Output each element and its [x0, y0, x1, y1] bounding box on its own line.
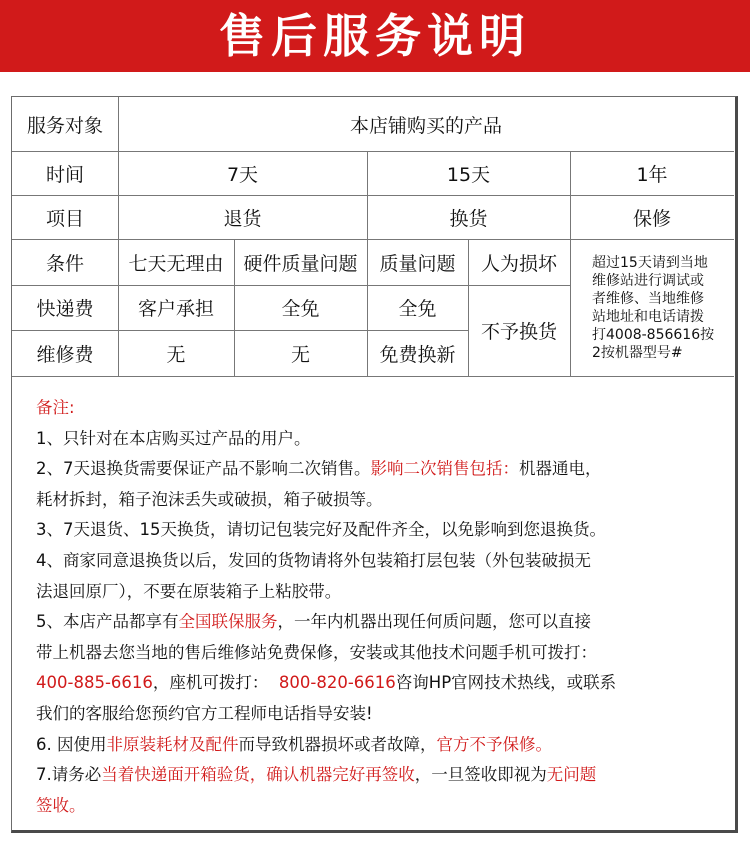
- note-2-text: 2、7天退换货需要保证产品不影响二次销售。: [36, 459, 371, 479]
- note-7-highlight-end: 无问题: [546, 765, 597, 785]
- note-4: 4、商家同意退换货以后，发回的货物请将外包装箱打层包装（外包装破损无: [36, 550, 591, 570]
- shipping-free-hardware: 全免: [281, 298, 320, 320]
- condition-no-reason: 七天无理由: [128, 252, 224, 275]
- notes-section: [36, 393, 726, 821]
- no-exchange: 不予换货: [480, 321, 557, 343]
- label-item: 项目: [45, 207, 84, 230]
- note-5-cont: 带上机器去您当地的售后维修站免费保修，安装或其他技术问题手机可拨打：: [36, 642, 597, 662]
- note-6-text: 6. 因使用: [36, 734, 107, 754]
- label-service-target: 服务对象: [26, 114, 103, 137]
- note-2-text-end: 机器通电，: [519, 459, 602, 479]
- label-time: 时间: [45, 163, 84, 186]
- label-condition: 条件: [45, 252, 84, 275]
- note-5-highlight: 全国联保服务: [178, 612, 278, 632]
- shipping-customer: 客户承担: [137, 298, 214, 320]
- note-7-highlight: 当着快递面开箱验货，确认机器完好再签收: [101, 765, 415, 785]
- note-2: [36, 454, 726, 485]
- repair-none-1: 无: [166, 343, 186, 366]
- note-5-hotline-text: 咨询HP官网技术热线，或联系: [395, 673, 617, 693]
- note-7-text-mid: ，一旦签收即视为: [414, 765, 547, 785]
- warranty-note-line: 2按机器型号#: [592, 344, 683, 361]
- note-3: 3、7天退货、15天换货，请切记包装完好及配件齐全，以免影响到您退换货。: [36, 520, 606, 540]
- note-6-highlight-end: 官方不予保修。: [436, 734, 552, 754]
- label-shipping-fee: 快递费: [36, 298, 94, 320]
- note-5-text-end: ，一年内机器出现任何质问题，您可以直接: [277, 612, 591, 632]
- item-exchange: 换货: [449, 207, 488, 230]
- repair-free-replace: 免费换新: [379, 343, 456, 366]
- table-rule: [12, 376, 734, 377]
- page-title: 售后服务说明: [219, 9, 531, 63]
- note-5-text: 5、本店产品都享有: [36, 612, 179, 632]
- repair-none-2: 无: [290, 343, 310, 366]
- warranty-note-line: 站地址和电话请拨: [592, 308, 704, 325]
- value-service-target: 本店铺购买的产品: [349, 114, 502, 137]
- note-7-cont: 签收。: [36, 795, 86, 815]
- time-warranty: 1年: [636, 163, 668, 186]
- warranty-note-line: 者维修、当地维修: [592, 290, 704, 307]
- item-return: 退货: [223, 207, 262, 230]
- condition-hardware-issue: 硬件质量问题: [243, 252, 358, 275]
- time-exchange: 15天: [446, 163, 491, 186]
- note-5-end: 我们的客服给您预约官方工程师电话指导安装!: [36, 703, 373, 723]
- note-2-highlight: 影响二次销售包括：: [370, 459, 519, 479]
- note-5-phones: [36, 668, 726, 699]
- landline-phone-number: 800-820-6616: [278, 673, 396, 693]
- note-4-cont: 法退回原厂），不要在原装箱子上粘胶带。: [36, 581, 342, 601]
- note-6-text-mid: 而导致机器损坏或者故障，: [238, 734, 437, 754]
- warranty-note: [570, 239, 734, 376]
- warranty-note-line: 超过15天请到当地: [592, 254, 708, 271]
- note-5: [36, 607, 726, 638]
- warranty-note-line: 维修站进行调试或: [592, 272, 704, 289]
- note-7: [36, 760, 726, 791]
- warranty-note-line: 打4008-856616按: [592, 326, 715, 343]
- note-6: [36, 730, 726, 761]
- note-2-cont: 耗材拆封，箱子泡沫丢失或破损，箱子破损等。: [36, 489, 383, 509]
- shipping-free-quality: 全免: [398, 298, 437, 320]
- mobile-phone-number: 400-885-6616: [36, 673, 153, 693]
- condition-human-damage: 人为损坏: [480, 252, 557, 275]
- note-5-landline-label: ，座机可拨打：: [152, 673, 269, 693]
- notes-title: 备注:: [36, 398, 75, 417]
- note-1: 1、只针对在本店购买过产品的用户。: [36, 428, 311, 448]
- time-return: 7天: [226, 163, 259, 186]
- note-6-highlight: 非原装耗材及配件: [106, 734, 239, 754]
- note-7-text: 7.请务必: [36, 765, 102, 785]
- item-warranty: 保修: [632, 207, 671, 230]
- label-repair-fee: 维修费: [36, 343, 94, 366]
- condition-quality-issue: 质量问题: [379, 252, 456, 275]
